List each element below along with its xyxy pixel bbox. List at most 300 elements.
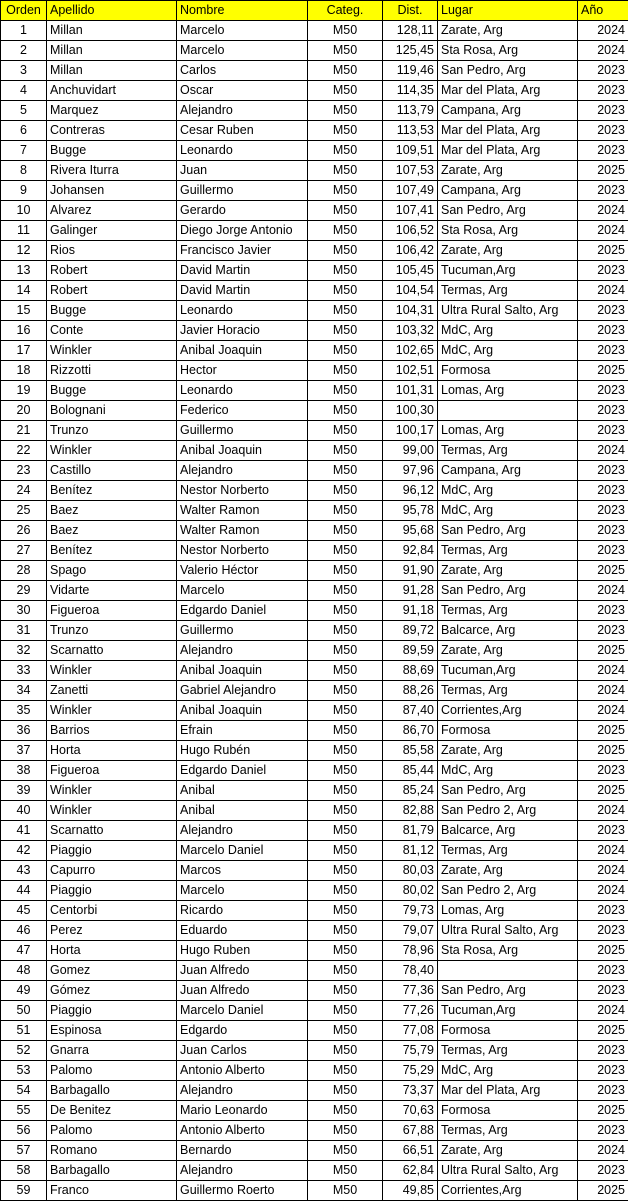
cell-nombre: Alejandro [177,1161,308,1181]
table-row [1,741,628,761]
cell-lugar: Termas, Arg [438,1121,578,1141]
cell-categ: M50 [308,621,383,641]
cell-orden: 40 [1,801,47,821]
cell-apellido: Conte [47,321,177,341]
cell-apellido: Johansen [47,181,177,201]
cell-nombre: Guillermo [177,621,308,641]
cell-apellido: Baez [47,501,177,521]
table-row [1,621,628,641]
cell-orden: 2 [1,41,47,61]
cell-categ: M50 [308,521,383,541]
cell-apellido: Horta [47,741,177,761]
cell-categ: M50 [308,601,383,621]
cell-anio: 2023 [578,141,628,161]
cell-orden: 28 [1,561,47,581]
cell-anio: 2023 [578,341,628,361]
cell-lugar: MdC, Arg [438,501,578,521]
cell-categ: M50 [308,321,383,341]
cell-anio: 2025 [578,561,628,581]
cell-nombre: Anibal [177,801,308,821]
cell-anio: 2023 [578,461,628,481]
table-row [1,321,628,341]
table-row [1,21,628,41]
cell-orden: 4 [1,81,47,101]
cell-categ: M50 [308,901,383,921]
table-row [1,1161,628,1181]
cell-categ: M50 [308,181,383,201]
cell-lugar: Campana, Arg [438,181,578,201]
cell-nombre: Nestor Norberto [177,481,308,501]
cell-orden: 36 [1,721,47,741]
cell-orden: 57 [1,1141,47,1161]
cell-orden: 7 [1,141,47,161]
cell-apellido: Millan [47,41,177,61]
cell-orden: 33 [1,661,47,681]
table-row [1,941,628,961]
cell-apellido: Benítez [47,481,177,501]
cell-apellido: Zanetti [47,681,177,701]
cell-dist: 77,26 [383,1001,438,1021]
cell-anio: 2024 [578,681,628,701]
cell-anio: 2023 [578,961,628,981]
cell-anio: 2023 [578,1041,628,1061]
table-row [1,561,628,581]
cell-dist: 79,73 [383,901,438,921]
cell-anio: 2023 [578,541,628,561]
cell-categ: M50 [308,1081,383,1101]
cell-nombre: Efrain [177,721,308,741]
cell-dist: 113,53 [383,121,438,141]
cell-nombre: Walter Ramon [177,501,308,521]
cell-anio: 2023 [578,481,628,501]
table-row [1,41,628,61]
cell-lugar: San Pedro, Arg [438,781,578,801]
cell-dist: 96,12 [383,481,438,501]
cell-nombre: Leonardo [177,301,308,321]
cell-apellido: Bolognani [47,401,177,421]
cell-dist: 95,68 [383,521,438,541]
table-row [1,1181,628,1201]
table-row [1,401,628,421]
cell-orden: 9 [1,181,47,201]
table-row [1,501,628,521]
cell-anio: 2023 [578,321,628,341]
table-row [1,281,628,301]
cell-orden: 38 [1,761,47,781]
cell-orden: 55 [1,1101,47,1121]
table-row [1,1061,628,1081]
cell-lugar: Lomas, Arg [438,421,578,441]
cell-dist: 77,36 [383,981,438,1001]
cell-lugar: Corrientes,Arg [438,1181,578,1201]
cell-nombre: Juan Alfredo [177,961,308,981]
cell-dist: 67,88 [383,1121,438,1141]
table-row [1,801,628,821]
cell-categ: M50 [308,201,383,221]
table-row [1,661,628,681]
cell-orden: 31 [1,621,47,641]
cell-nombre: Walter Ramon [177,521,308,541]
cell-lugar: Termas, Arg [438,281,578,301]
cell-categ: M50 [308,921,383,941]
cell-anio: 2024 [578,881,628,901]
table-row [1,81,628,101]
cell-apellido: Castillo [47,461,177,481]
cell-anio: 2025 [578,641,628,661]
cell-lugar: Campana, Arg [438,461,578,481]
cell-orden: 6 [1,121,47,141]
cell-lugar: San Pedro 2, Arg [438,801,578,821]
cell-dist: 104,31 [383,301,438,321]
cell-anio: 2024 [578,441,628,461]
cell-dist: 105,45 [383,261,438,281]
cell-lugar: Sta Rosa, Arg [438,221,578,241]
cell-apellido: Romano [47,1141,177,1161]
cell-anio: 2024 [578,1141,628,1161]
cell-anio: 2023 [578,1061,628,1081]
table-row [1,241,628,261]
cell-apellido: Spago [47,561,177,581]
table-row [1,521,628,541]
table-row [1,181,628,201]
header-dist: Dist. [383,1,438,21]
cell-apellido: Horta [47,941,177,961]
cell-lugar: San Pedro, Arg [438,61,578,81]
cell-nombre: Marcelo [177,881,308,901]
cell-categ: M50 [308,481,383,501]
cell-lugar: Zarate, Arg [438,741,578,761]
cell-dist: 81,12 [383,841,438,861]
cell-dist: 66,51 [383,1141,438,1161]
cell-orden: 39 [1,781,47,801]
cell-nombre: Cesar Ruben [177,121,308,141]
cell-anio: 2025 [578,1101,628,1121]
cell-dist: 81,79 [383,821,438,841]
cell-nombre: Edgardo Daniel [177,601,308,621]
cell-lugar: Termas, Arg [438,1041,578,1061]
cell-lugar: Tucuman,Arg [438,661,578,681]
cell-categ: M50 [308,861,383,881]
table-row [1,1101,628,1121]
cell-anio: 2023 [578,821,628,841]
cell-nombre: Marcelo [177,581,308,601]
cell-dist: 82,88 [383,801,438,821]
cell-orden: 20 [1,401,47,421]
cell-orden: 8 [1,161,47,181]
cell-nombre: Leonardo [177,381,308,401]
cell-dist: 91,18 [383,601,438,621]
cell-orden: 23 [1,461,47,481]
cell-lugar [438,961,578,981]
table-row [1,161,628,181]
cell-orden: 17 [1,341,47,361]
cell-orden: 48 [1,961,47,981]
cell-apellido: De Benitez [47,1101,177,1121]
cell-categ: M50 [308,161,383,181]
cell-lugar: Zarate, Arg [438,161,578,181]
cell-lugar: San Pedro, Arg [438,581,578,601]
cell-apellido: Gomez [47,961,177,981]
cell-anio: 2023 [578,1121,628,1141]
cell-nombre: David Martin [177,281,308,301]
cell-anio: 2025 [578,1021,628,1041]
table-row [1,761,628,781]
cell-lugar: Zarate, Arg [438,21,578,41]
cell-orden: 19 [1,381,47,401]
cell-dist: 79,07 [383,921,438,941]
cell-apellido: Rios [47,241,177,261]
cell-dist: 78,96 [383,941,438,961]
cell-apellido: Benítez [47,541,177,561]
table-row [1,961,628,981]
cell-dist: 106,42 [383,241,438,261]
cell-lugar: Termas, Arg [438,601,578,621]
cell-lugar: Sta Rosa, Arg [438,941,578,961]
cell-nombre: Alejandro [177,461,308,481]
cell-apellido: Palomo [47,1121,177,1141]
cell-nombre: Juan [177,161,308,181]
cell-orden: 26 [1,521,47,541]
cell-apellido: Perez [47,921,177,941]
cell-apellido: Figueroa [47,601,177,621]
cell-dist: 85,24 [383,781,438,801]
cell-dist: 80,02 [383,881,438,901]
cell-nombre: Marcelo [177,41,308,61]
cell-anio: 2023 [578,501,628,521]
cell-lugar: Formosa [438,361,578,381]
cell-apellido: Vidarte [47,581,177,601]
cell-dist: 88,26 [383,681,438,701]
cell-anio: 2024 [578,41,628,61]
table-row [1,981,628,1001]
cell-apellido: Espinosa [47,1021,177,1041]
cell-lugar [438,401,578,421]
table-row [1,701,628,721]
cell-dist: 75,29 [383,1061,438,1081]
table-row [1,341,628,361]
table-row [1,1141,628,1161]
cell-apellido: Barrios [47,721,177,741]
cell-anio: 2023 [578,81,628,101]
cell-anio: 2023 [578,981,628,1001]
cell-lugar: Balcarce, Arg [438,821,578,841]
cell-anio: 2024 [578,581,628,601]
cell-orden: 59 [1,1181,47,1201]
cell-nombre: Anibal [177,781,308,801]
cell-orden: 3 [1,61,47,81]
cell-apellido: Winkler [47,801,177,821]
cell-anio: 2024 [578,221,628,241]
cell-orden: 35 [1,701,47,721]
cell-categ: M50 [308,381,383,401]
cell-anio: 2023 [578,121,628,141]
cell-orden: 51 [1,1021,47,1041]
cell-nombre: Anibal Joaquin [177,341,308,361]
cell-lugar: Ultra Rural Salto, Arg [438,921,578,941]
cell-lugar: MdC, Arg [438,481,578,501]
header-nombre: Nombre [177,1,308,21]
cell-apellido: Marquez [47,101,177,121]
cell-nombre: Edgardo [177,1021,308,1041]
cell-categ: M50 [308,1021,383,1041]
cell-nombre: Juan Carlos [177,1041,308,1061]
cell-orden: 44 [1,881,47,901]
cell-orden: 5 [1,101,47,121]
cell-apellido: Millan [47,21,177,41]
cell-lugar: San Pedro 2, Arg [438,881,578,901]
cell-nombre: Guillermo [177,421,308,441]
cell-lugar: MdC, Arg [438,321,578,341]
table-row [1,261,628,281]
cell-apellido: Winkler [47,781,177,801]
cell-nombre: Antonio Alberto [177,1061,308,1081]
cell-categ: M50 [308,261,383,281]
cell-anio: 2025 [578,721,628,741]
cell-categ: M50 [308,61,383,81]
cell-dist: 99,00 [383,441,438,461]
cell-categ: M50 [308,1001,383,1021]
cell-lugar: Sta Rosa, Arg [438,41,578,61]
cell-lugar: Ultra Rural Salto, Arg [438,1161,578,1181]
cell-nombre: David Martin [177,261,308,281]
table-row [1,901,628,921]
cell-categ: M50 [308,1141,383,1161]
cell-nombre: Alejandro [177,821,308,841]
cell-orden: 16 [1,321,47,341]
cell-dist: 100,30 [383,401,438,421]
cell-apellido: Piaggio [47,841,177,861]
table-row [1,141,628,161]
cell-anio: 2025 [578,241,628,261]
table-row [1,921,628,941]
cell-categ: M50 [308,1101,383,1121]
cell-categ: M50 [308,581,383,601]
cell-categ: M50 [308,221,383,241]
cell-categ: M50 [308,341,383,361]
cell-orden: 47 [1,941,47,961]
cell-anio: 2023 [578,101,628,121]
cell-anio: 2025 [578,1181,628,1201]
cell-dist: 95,78 [383,501,438,521]
cell-orden: 46 [1,921,47,941]
cell-categ: M50 [308,541,383,561]
cell-nombre: Anibal Joaquin [177,661,308,681]
cell-orden: 21 [1,421,47,441]
cell-nombre: Gabriel Alejandro [177,681,308,701]
table-body [1,21,628,1201]
cell-lugar: San Pedro, Arg [438,201,578,221]
cell-orden: 54 [1,1081,47,1101]
table-row [1,121,628,141]
cell-categ: M50 [308,461,383,481]
table-row [1,1081,628,1101]
cell-apellido: Baez [47,521,177,541]
header-lugar: Lugar [438,1,578,21]
cell-nombre: Javier Horacio [177,321,308,341]
cell-orden: 14 [1,281,47,301]
cell-categ: M50 [308,881,383,901]
cell-apellido: Alvarez [47,201,177,221]
cell-dist: 103,32 [383,321,438,341]
cell-dist: 91,28 [383,581,438,601]
cell-dist: 62,84 [383,1161,438,1181]
cell-lugar: Mar del Plata, Arg [438,1081,578,1101]
table-row [1,101,628,121]
cell-nombre: Antonio Alberto [177,1121,308,1141]
cell-apellido: Bugge [47,301,177,321]
cell-lugar: Zarate, Arg [438,1141,578,1161]
cell-orden: 12 [1,241,47,261]
cell-anio: 2025 [578,361,628,381]
cell-categ: M50 [308,1041,383,1061]
cell-dist: 85,58 [383,741,438,761]
cell-anio: 2023 [578,61,628,81]
cell-apellido: Bugge [47,381,177,401]
cell-lugar: San Pedro, Arg [438,521,578,541]
cell-categ: M50 [308,761,383,781]
cell-lugar: Campana, Arg [438,101,578,121]
cell-lugar: San Pedro, Arg [438,981,578,1001]
table-row [1,841,628,861]
cell-orden: 42 [1,841,47,861]
cell-orden: 11 [1,221,47,241]
cell-nombre: Anibal Joaquin [177,441,308,461]
cell-dist: 107,53 [383,161,438,181]
cell-categ: M50 [308,361,383,381]
cell-dist: 91,90 [383,561,438,581]
cell-dist: 86,70 [383,721,438,741]
cell-anio: 2023 [578,761,628,781]
cell-categ: M50 [308,421,383,441]
cell-nombre: Marcelo [177,21,308,41]
cell-anio: 2023 [578,521,628,541]
cell-lugar: Lomas, Arg [438,901,578,921]
cell-nombre: Ricardo [177,901,308,921]
cell-categ: M50 [308,961,383,981]
cell-nombre: Alejandro [177,1081,308,1101]
table-row [1,541,628,561]
cell-lugar: Termas, Arg [438,681,578,701]
cell-anio: 2023 [578,921,628,941]
table-row [1,481,628,501]
cell-anio: 2023 [578,621,628,641]
cell-anio: 2023 [578,261,628,281]
cell-anio: 2024 [578,21,628,41]
table-row [1,641,628,661]
cell-anio: 2023 [578,1081,628,1101]
cell-nombre: Francisco Javier [177,241,308,261]
cell-nombre: Guillermo [177,181,308,201]
cell-categ: M50 [308,81,383,101]
table-row [1,581,628,601]
cell-nombre: Valerio Héctor [177,561,308,581]
cell-orden: 49 [1,981,47,1001]
cell-categ: M50 [308,741,383,761]
cell-categ: M50 [308,801,383,821]
cell-lugar: MdC, Arg [438,761,578,781]
cell-dist: 125,45 [383,41,438,61]
cell-anio: 2024 [578,201,628,221]
cell-apellido: Anchuvidart [47,81,177,101]
cell-nombre: Leonardo [177,141,308,161]
cell-dist: 73,37 [383,1081,438,1101]
table-row [1,361,628,381]
cell-nombre: Alejandro [177,101,308,121]
cell-apellido: Contreras [47,121,177,141]
cell-anio: 2025 [578,741,628,761]
cell-lugar: Formosa [438,721,578,741]
cell-categ: M50 [308,561,383,581]
